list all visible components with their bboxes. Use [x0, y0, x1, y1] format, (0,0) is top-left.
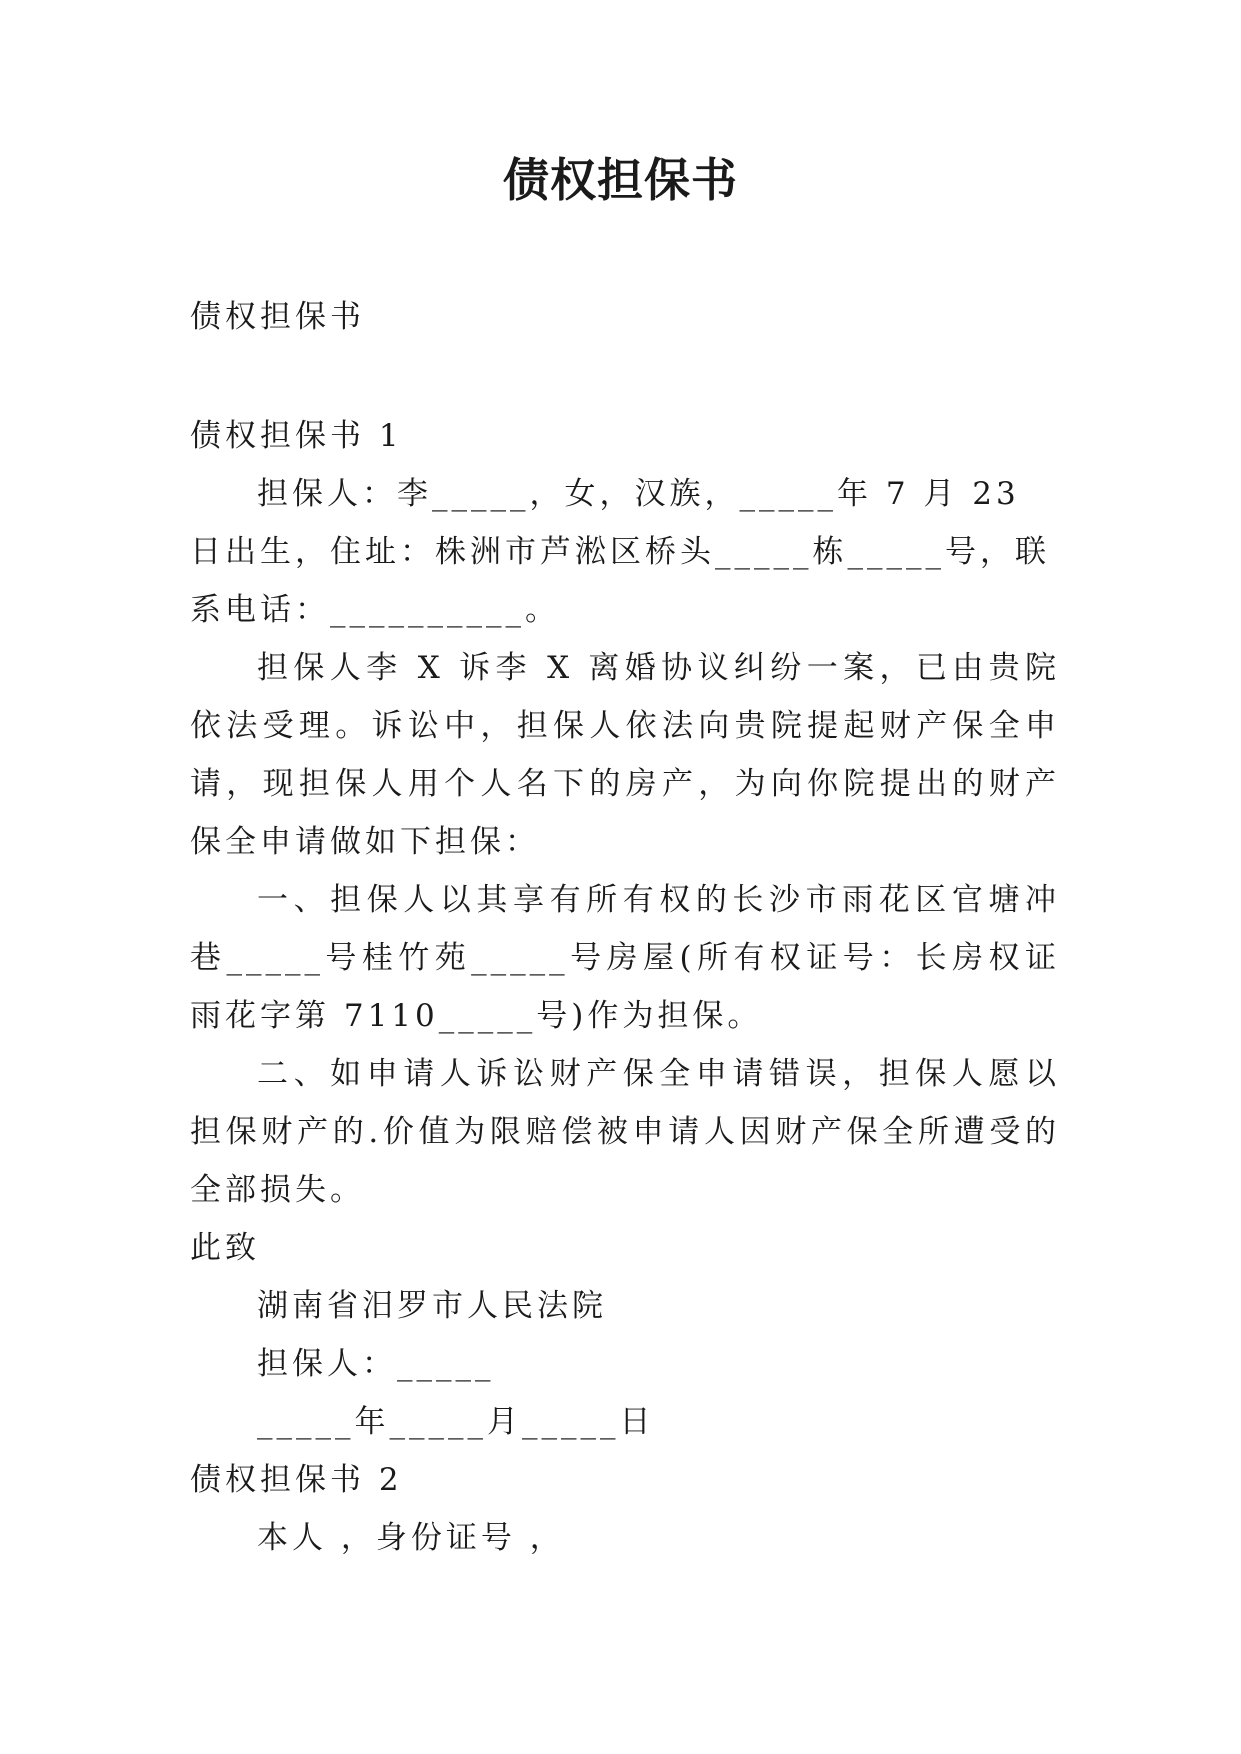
document-title: 债权担保书 [503, 153, 738, 207]
section-1-heading: 债权担保书 1 [190, 418, 403, 454]
document-body [190, 288, 1060, 1567]
guarantee-item-1: 一、担保人以其享有所有权的长沙市雨花区官塘冲巷_____号桂竹苑_____号房屋(所有权证号：长房权证雨花字第 7110_____号)作为担保。 [190, 882, 1060, 1034]
date-line: _____年_____月_____日 [257, 1404, 655, 1440]
guarantee-item-2: 二、如申请人诉讼财产保全申请错误，担保人愿以担保财产的.价值为限赔偿被申请人因财产保全所遭受的全部损失。 [190, 1056, 1060, 1208]
case-paragraph: 担保人李 X 诉李 X 离婚协议纠纷一案，已由贵院依法受理。诉讼中，担保人依法向贵院提起财产保全申请，现担保人用个人名下的房产，为向你院提出的财产保全申请做如下担保： [190, 650, 1060, 860]
document-heading: 债权担保书 [190, 299, 365, 335]
guarantor-info-paragraph: 担保人：李_____，女，汉族，_____年 7 月 23 日出生，住址：株洲市芦淞区桥头_____栋_____号，联系电话：__________。 [190, 476, 1050, 628]
recipient-court: 湖南省汨罗市人民法院 [257, 1288, 607, 1324]
section-2-heading: 债权担保书 2 [190, 1462, 403, 1498]
section-2-intro: 本人 ，身份证号 ， [257, 1520, 565, 1556]
closing-salutation: 此致 [190, 1230, 260, 1266]
signature-line: 担保人：_____ [257, 1346, 495, 1382]
